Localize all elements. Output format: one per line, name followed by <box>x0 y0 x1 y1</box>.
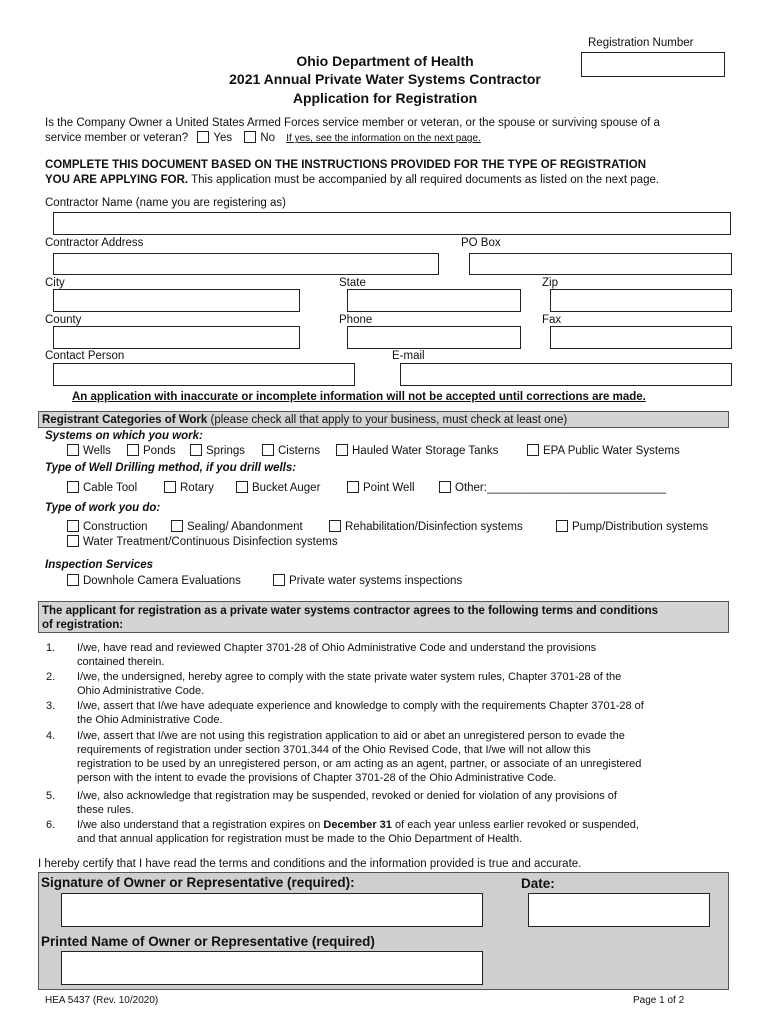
county-field[interactable] <box>53 326 300 349</box>
zip-field[interactable] <box>550 289 732 312</box>
contractor-name-field[interactable] <box>53 212 731 235</box>
registration-number-label: Registration Number <box>588 37 694 49</box>
work-rehabilitation[interactable]: Rehabilitation/Disinfection systems <box>329 520 523 533</box>
system-wells[interactable]: Wells <box>67 444 111 457</box>
checkbox[interactable] <box>67 481 79 493</box>
instructions-bold: COMPLETE THIS DOCUMENT BASED ON THE INSTRUCTIONS PROVIDED FOR THE TYPE OF REGISTRATION <box>45 159 647 171</box>
phone-field[interactable] <box>347 326 521 349</box>
checkbox[interactable] <box>67 444 79 456</box>
drilling-label: Type of Well Drilling method, if you drill wells: <box>45 462 297 474</box>
checkbox[interactable] <box>336 444 348 456</box>
po-box-field[interactable] <box>469 253 732 275</box>
categories-header: Registrant Categories of Work (please check all that apply to your business, must check at least one) <box>38 411 729 428</box>
contractor-name-label: Contractor Name (name you are registering as) <box>45 197 286 209</box>
checkbox[interactable] <box>171 520 183 532</box>
work-sealing[interactable]: Sealing/ Abandonment <box>171 520 303 533</box>
systems-label: Systems on which you work: <box>45 430 203 442</box>
printed-name-field[interactable] <box>61 951 483 985</box>
signature-field[interactable] <box>61 893 483 927</box>
veteran-question: Is the Company Owner a United States Armed Forces service member or veteran, or the spouse or surviving spouse of a <box>45 117 660 129</box>
county-label: County <box>45 314 82 326</box>
form-subtitle: Application for Registration <box>292 90 478 106</box>
contractor-address-label: Contractor Address <box>45 237 144 249</box>
po-box-label: PO Box <box>461 237 501 249</box>
veteran-no-checkbox[interactable] <box>244 131 256 143</box>
system-hauled-water[interactable]: Hauled Water Storage Tanks <box>336 444 498 457</box>
email-label: E-mail <box>392 350 425 362</box>
inspection-downhole-camera[interactable]: Downhole Camera Evaluations <box>67 574 241 587</box>
checkbox[interactable] <box>67 520 79 532</box>
checkbox[interactable] <box>190 444 202 456</box>
contact-person-field[interactable] <box>53 363 355 386</box>
form-title: 2021 Annual Private Water Systems Contractor <box>229 71 541 87</box>
fax-field[interactable] <box>550 326 732 349</box>
checkbox[interactable] <box>236 481 248 493</box>
drill-bucket-auger[interactable]: Bucket Auger <box>236 481 320 494</box>
system-cisterns[interactable]: Cisterns <box>262 444 320 457</box>
date-field[interactable] <box>528 893 710 927</box>
system-epa-public[interactable]: EPA Public Water Systems <box>527 444 680 457</box>
email-field[interactable] <box>400 363 732 386</box>
veteran-note: If yes, see the information on the next page. <box>286 133 481 144</box>
work-water-treatment[interactable]: Water Treatment/Continuous Disinfection systems <box>67 535 338 548</box>
drill-point-well[interactable]: Point Well <box>347 481 415 494</box>
veteran-yes-checkbox[interactable] <box>197 131 209 143</box>
veteran-question-cont: service member or veteran? Yes No If yes, see the information on the next page. <box>45 132 481 144</box>
inspection-private-water[interactable]: Private water systems inspections <box>273 574 462 587</box>
form-id: HEA 5437 (Rev. 10/2020) <box>45 995 159 1006</box>
checkbox[interactable] <box>273 574 285 586</box>
state-field[interactable] <box>347 289 521 312</box>
state-label: State <box>339 277 366 289</box>
date-label: Date: <box>521 876 555 891</box>
phone-label: Phone <box>339 314 373 326</box>
checkbox[interactable] <box>164 481 176 493</box>
form-title-agency: Ohio Department of Health <box>296 53 474 69</box>
checkbox[interactable] <box>262 444 274 456</box>
work-construction[interactable]: Construction <box>67 520 148 533</box>
checkbox[interactable] <box>67 574 79 586</box>
checkbox[interactable] <box>347 481 359 493</box>
contractor-address-field[interactable] <box>53 253 439 275</box>
certify-statement: I hereby certify that I have read the terms and conditions and the information provided is true and accurate. <box>38 858 582 870</box>
city-label: City <box>45 277 65 289</box>
checkbox[interactable] <box>556 520 568 532</box>
page-number: Page 1 of 2 <box>633 995 685 1006</box>
veteran-yes-label: Yes <box>213 132 233 144</box>
city-field[interactable] <box>53 289 300 312</box>
work-pump-distribution[interactable]: Pump/Distribution systems <box>556 520 708 533</box>
instructions-line2: YOU ARE APPLYING FOR. This application must be accompanied by all required documents as listed on the next page. <box>45 174 660 186</box>
inspection-label: Inspection Services <box>45 559 154 571</box>
system-springs[interactable]: Springs <box>190 444 245 457</box>
work-label: Type of work you do: <box>45 502 161 514</box>
drill-rotary[interactable]: Rotary <box>164 481 214 494</box>
checkbox[interactable] <box>127 444 139 456</box>
system-ponds[interactable]: Ponds <box>127 444 176 457</box>
checkbox[interactable] <box>439 481 451 493</box>
checkbox[interactable] <box>67 535 79 547</box>
drill-cable-tool[interactable]: Cable Tool <box>67 481 137 494</box>
zip-label: Zip <box>542 277 558 289</box>
contact-person-label: Contact Person <box>45 350 125 362</box>
veteran-no-label: No <box>260 132 276 144</box>
terms-header: The applicant for registration as a private water systems contractor agrees to the following terms and conditions of registration: <box>38 601 729 633</box>
incomplete-warning: An application with inaccurate or incomplete information will not be accepted until corrections are made. <box>72 391 646 403</box>
printed-name-label: Printed Name of Owner or Representative (required) <box>41 934 375 949</box>
checkbox[interactable] <box>527 444 539 456</box>
checkbox[interactable] <box>329 520 341 532</box>
signature-label: Signature of Owner or Representative (required): <box>41 875 355 890</box>
drill-other[interactable]: Other:____________________________ <box>439 481 666 494</box>
fax-label: Fax <box>542 314 562 326</box>
